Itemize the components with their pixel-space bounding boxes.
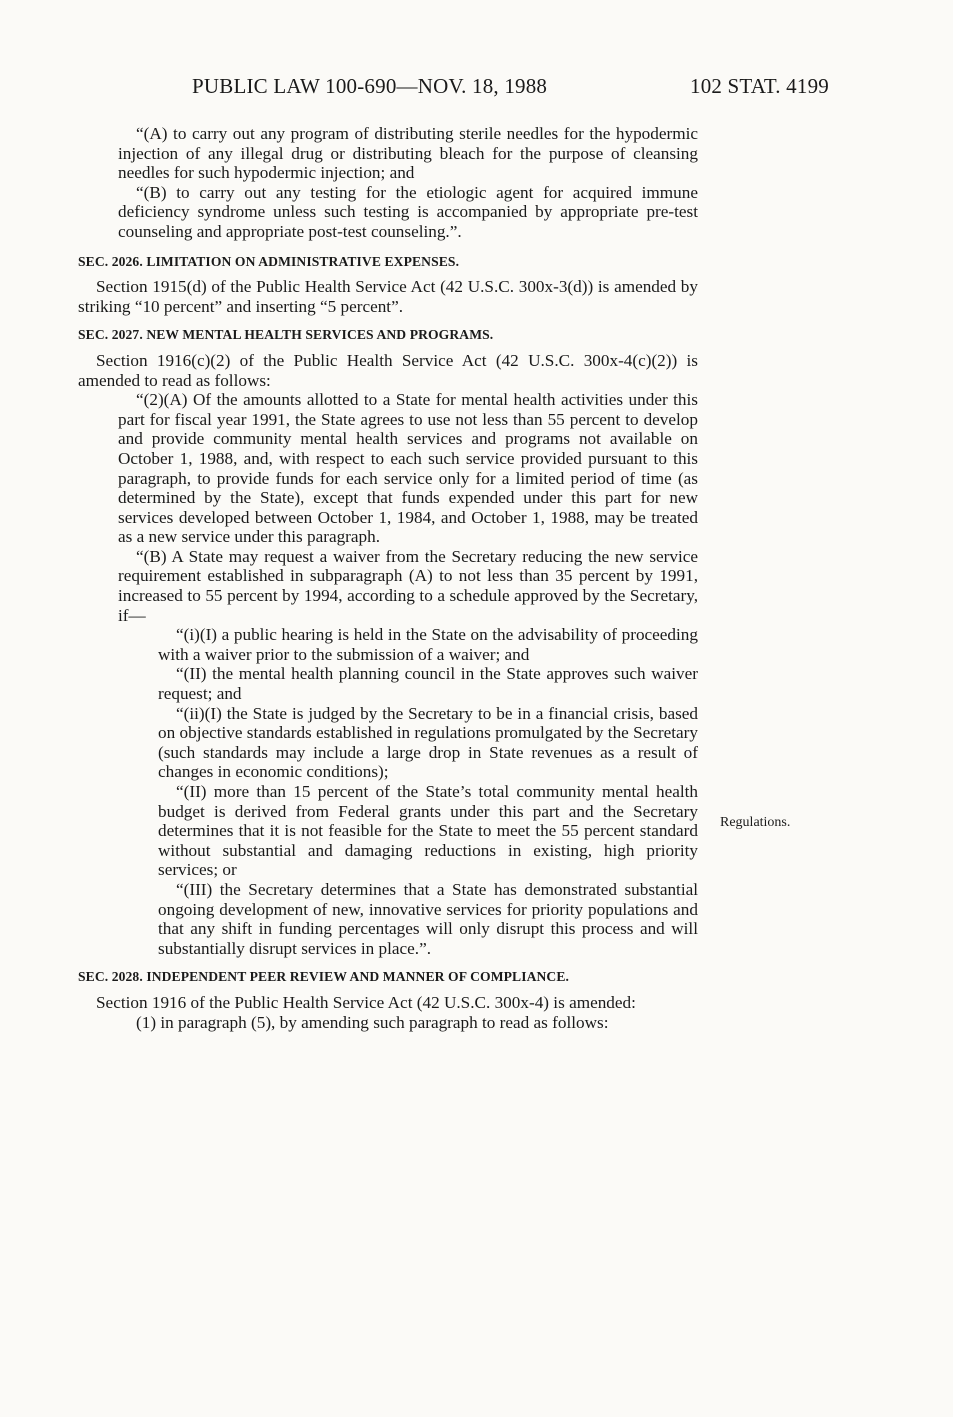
paragraph: “(II) the mental health planning council in the State approves such waiver request; and [158,664,698,704]
paragraph: “(i)(I) a public hearing is held in the State on the advisability of proceeding with a waiver prior to the submission of a waiver; and [158,625,698,664]
section-heading: SEC. 2026. LIMITATION ON ADMINISTRATIVE EXPENSES. [78,253,460,269]
paragraph: Section 1916(c)(2) of the Public Health Service Act (42 U.S.C. 300x-4(c)(2)) is amended to read as follows: [78,350,698,390]
section-heading: SEC. 2027. NEW MENTAL HEALTH SERVICES AND PROGRAMS. [78,327,494,343]
paragraph: “(III) the Secretary determines that a State has demonstrated substantial ongoing development of new, innovative services for priority populations and that any shift in funding percentages will only disrupt this process and will substantially disrupt services in place.”. [158,879,698,958]
page-header [0,74,953,104]
running-head: PUBLIC LAW 100-690—NOV. 18, 1988 [192,74,548,98]
paragraph: Section 1915(d) of the Public Health Service Act (42 U.S.C. 300x-3(d)) is amended by striking “10 percent” and inserting “5 percent”. [78,277,698,316]
law-text [78,124,698,1032]
margin-note-regulations: Regulations. [720,815,791,830]
paragraph: “(II) more than 15 percent of the State’s total community mental health budget is derived from Federal grants under this part and the Secretary determines that it is not feasible for the State to meet the 55 percent standard without substantial and damaging reductions in existing, high priority services; or [158,782,698,880]
paragraph: “(B) to carry out any testing for the etiologic agent for acquired immune deficiency syndrome unless such testing is accompanied by appropriate pre-test counseling and appropriate post-test counseling.”. [118,182,698,241]
section-heading: SEC. 2028. INDEPENDENT PEER REVIEW AND MANNER OF COMPLIANCE. [78,969,570,985]
statute-page-number: 102 STAT. 4199 [690,74,829,98]
paragraph: “(ii)(I) the State is judged by the Secretary to be in a financial crisis, based on objective standards established in regulations promulgated by the Secretary (such standards may include a large drop in State revenues as a result of changes in economic conditions); [158,703,698,782]
paragraph: (1) in paragraph (5), by amending such paragraph to read as follows: [136,1012,609,1032]
paragraph: Section 1916 of the Public Health Service Act (42 U.S.C. 300x-4) is amended: [96,992,636,1012]
paragraph: “(A) to carry out any program of distributing sterile needles for the hypodermic injection of any illegal drug or distributing bleach for the purpose of cleansing needles for such hypodermic injection; and [118,124,698,183]
paragraph: “(2)(A) Of the amounts allotted to a State for mental health activities under this part for fiscal year 1991, the State agrees to use not less than 55 percent to develop and provide community mental health services and programs not available on October 1, 1988, and, with respect to each such service provided pursuant to this paragraph, to provide funds for each service only for a limited period of time (as determined by the State), except that funds expended under this part for new services developed between October 1, 1984, and October 1, 1988, may be treated as a new service under this paragraph. [118,390,698,547]
paragraph: “(B) A State may request a waiver from the Secretary reducing the new service requirement established in subparagraph (A) to not less than 35 percent by 1991, increased to 55 percent by 1994, according to a schedule approved by the Secretary, if— [118,546,698,625]
